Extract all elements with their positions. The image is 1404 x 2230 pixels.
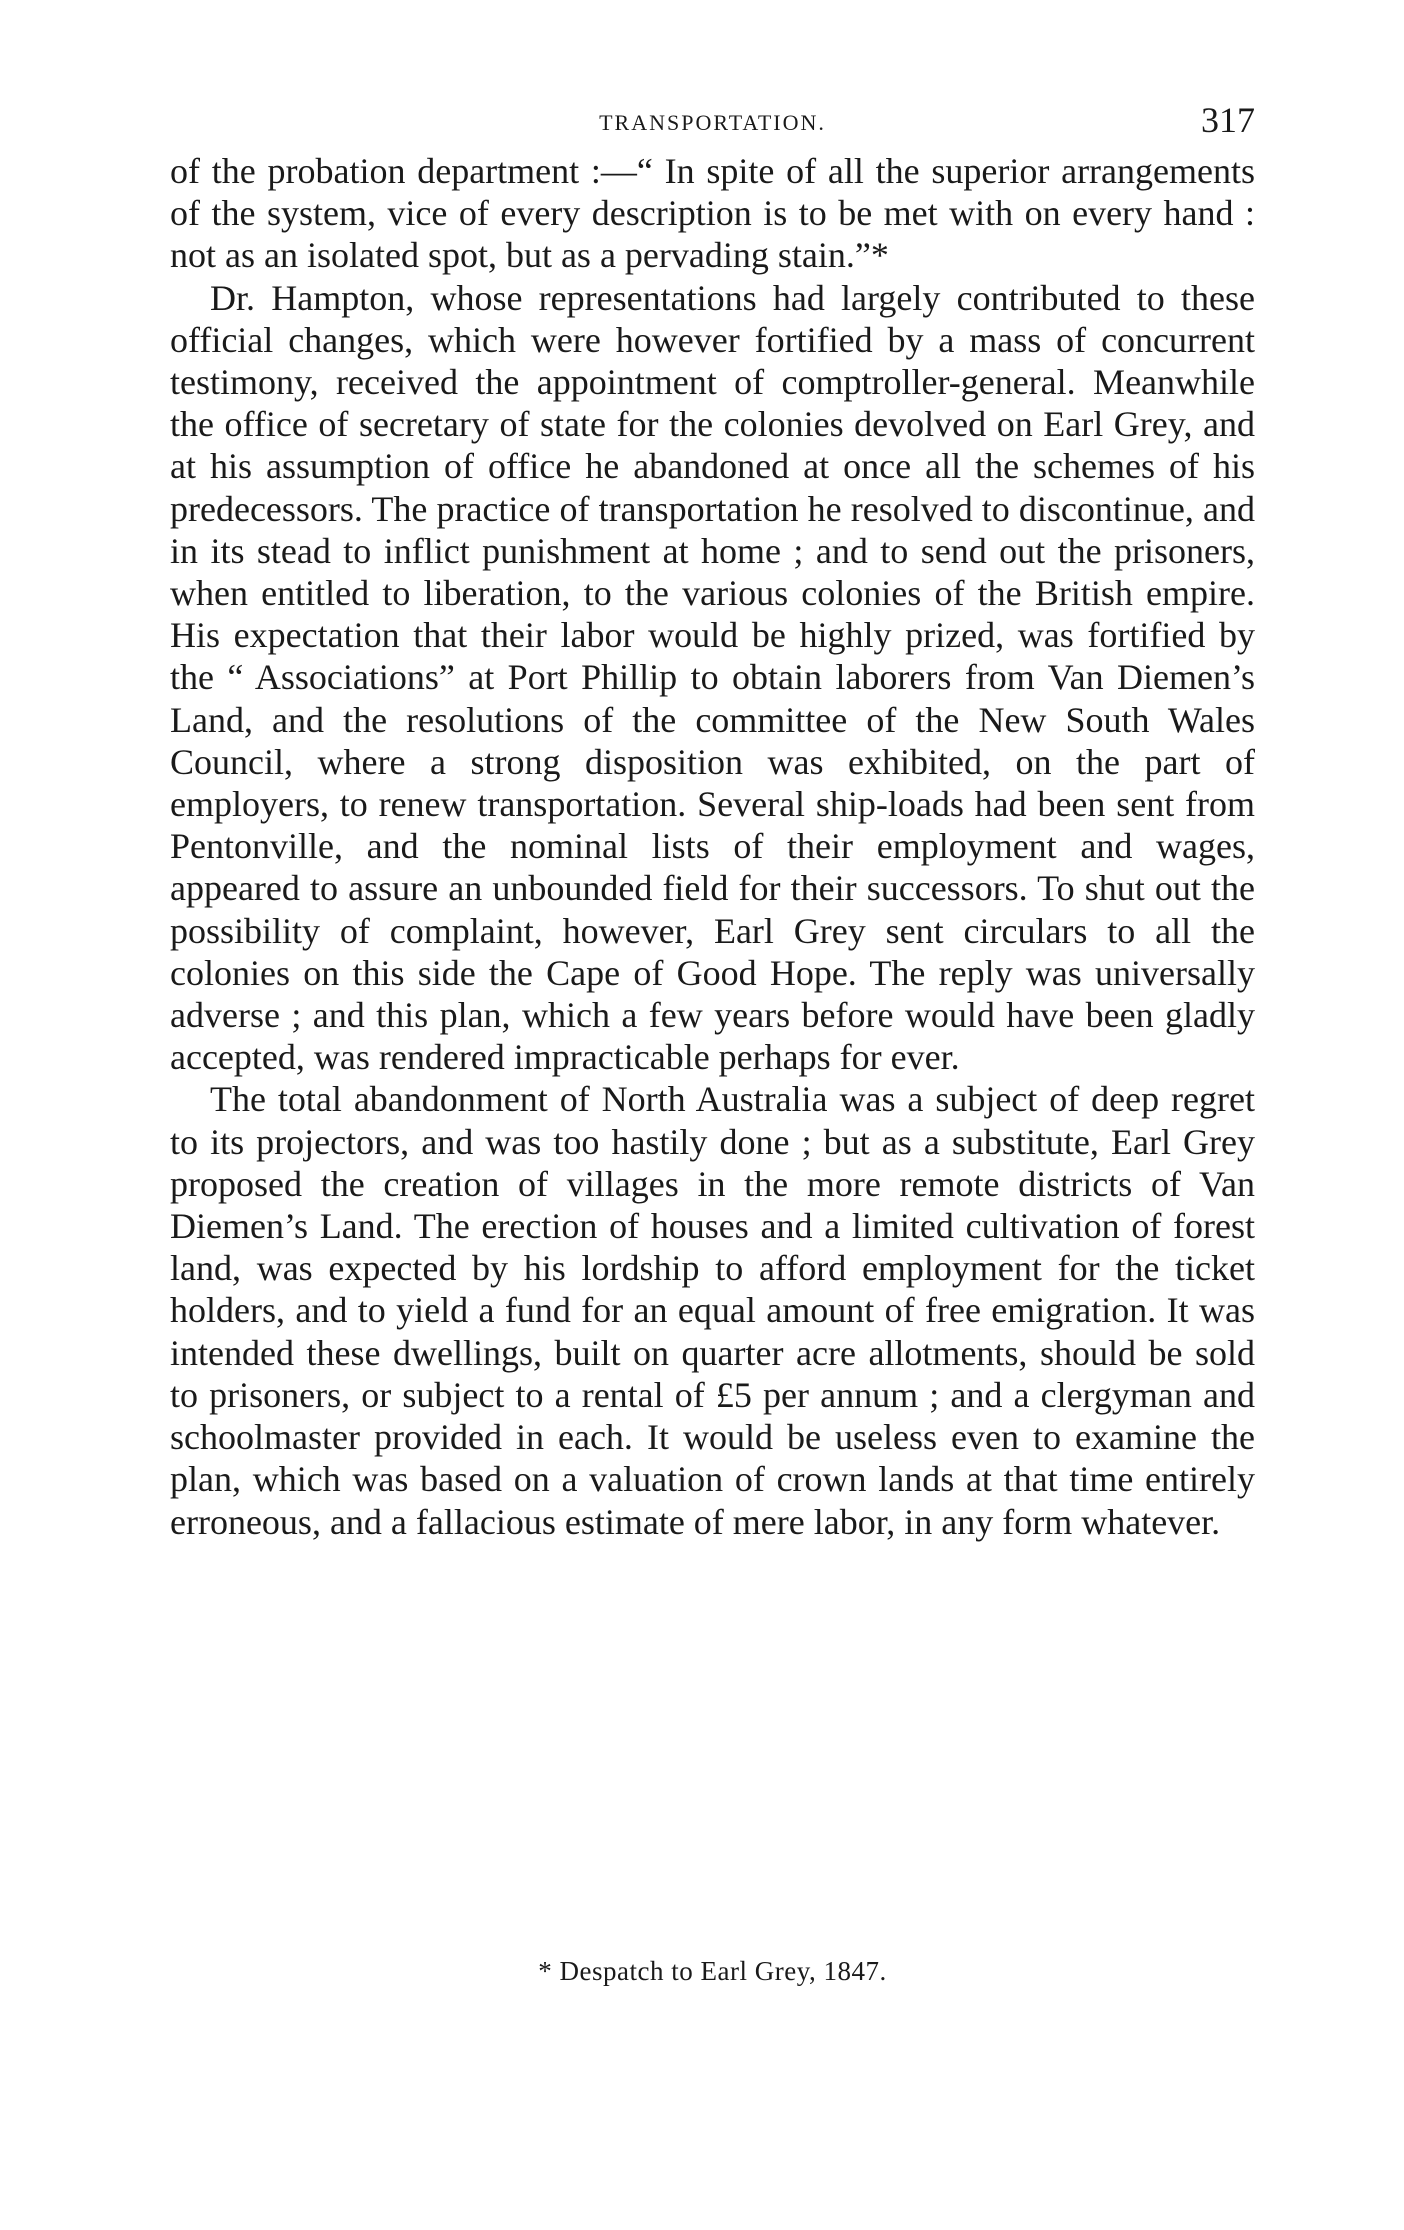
running-head xyxy=(170,100,1255,150)
paragraph-continuation: of the probation department :—“ In spite of all the superior arrangements of the system, vice of every description is to be met with on every hand : not as an isolated spot, but as a pervading stain.”* xyxy=(170,151,1255,276)
page-number: 317 xyxy=(1201,100,1255,140)
paragraph-hampton: Dr. Hampton, whose representations had largely contributed to these official changes, which were however fortified by a mass of concurrent testimony, received the appointment of comptroller-general. Meanwhile the office of secretary of state for the colonies devolved on Earl Grey, and at his assumption of office he abandoned at once all the schemes of his predecessors. The practice of transportation he resolved to discontinue, and in its stead to inflict punishment at home ; and to send out the prisoners, when entitled to liberation, to the various colonies of the British empire. His expectation that their labor would be highly prized, was fortified by the “ Associations” at Port Phillip to obtain laborers from Van Diemen’s Land, and the resolutions of the committee of the New South Wales Council, where a strong disposition was exhibited, on the part of employers, to renew transportation. Several ship-loads had been sent from Pentonville, and the nominal lists of their employment and wages, appeared to assure an unbounded field for their successors. To shut out the possibility of complaint, however, Earl Grey sent circulars to all the colonies on this side the Cape of Good Hope. The reply was universally adverse ; and this plan, which a few years before would have been gladly accepted, was rendered impracticable perhaps for ever. xyxy=(170,277,1255,1078)
body-text xyxy=(170,150,1255,1543)
running-title: TRANSPORTATION. xyxy=(599,110,826,135)
footnote: * Despatch to Earl Grey, 1847. xyxy=(538,1956,887,1986)
paragraph-north-australia: The total abandonment of North Australia was a subject of deep regret to its projectors, and was too hastily done ; but as a substitute, Earl Grey proposed the creation of villages in the more remote districts of Van Diemen’s Land. The erection of houses and a limited cultivation of forest land, was expected by his lordship to afford employment for the ticket holders, and to yield a fund for an equal amount of free emigration. It was intended these dwellings, built on quarter acre allotments, should be sold to prisoners, or subject to a rental of £5 per annum ; and a clergyman and schoolmaster provided in each. It would be useless even to examine the plan, which was based on a valuation of crown lands at that time entirely erroneous, and a fallacious estimate of mere labor, in any form whatever. xyxy=(170,1079,1255,1542)
